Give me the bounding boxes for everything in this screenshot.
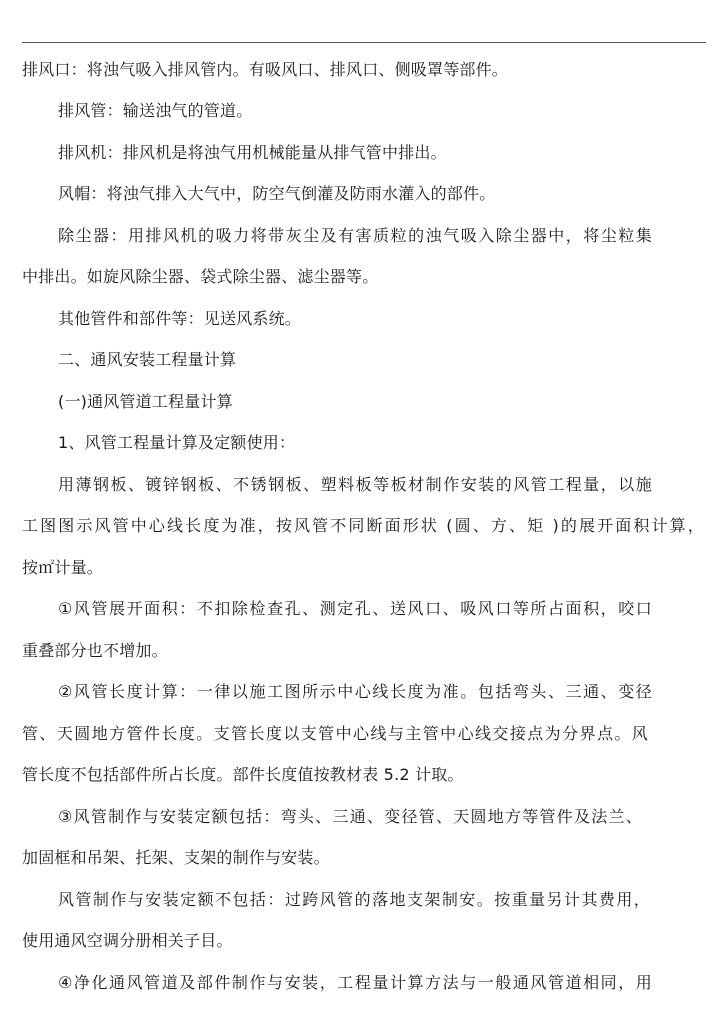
header-rule <box>22 42 706 43</box>
section-heading: 二、通风安装工程量计算 <box>58 350 237 369</box>
text-line-3: 排风机：排风机是将浊气用机械能量从排气管中排出。 <box>58 143 447 162</box>
text-line-21: 风管制作与安装定额不包括：过跨风管的落地支架制安。按重量另计其费用， <box>58 890 650 909</box>
text-line-23: ④净化通风管道及部件制作与安装，工程量计算方法与一般通风管道相同，用 <box>58 973 652 992</box>
text-line-16: ②风管长度计算：一律以施工图所示中心线长度为准。包括弯头、三通、变径 <box>58 682 652 701</box>
text-line-2: 排风管：输送浊气的管道。 <box>58 101 253 120</box>
text-line-7: 其他管件和部件等：见送风系统。 <box>58 309 302 328</box>
text-line-12: 工图图示风管中心线长度为准，按风管不同断面形状 (圆、方、矩 )的展开面积计算， <box>22 516 704 535</box>
text-line-19: ③风管制作与安装定额包括：弯头、三通、变径管、天圆地方等管件及法兰、 <box>58 807 642 826</box>
text-line-11: 用薄钢板、镀锌钢板、不锈钢板、塑料板等板材制作安装的风管工程量，以施 <box>58 475 652 494</box>
text-line-14: ①风管展开面积：不扣除检查孔、测定孔、送风口、吸风口等所占面积，咬口 <box>58 599 652 618</box>
text-line-13: 按㎡计量。 <box>22 558 104 577</box>
text-line-5: 除尘器：用排风机的吸力将带灰尘及有害质粒的浊气吸入除尘器中，将尘粒集 <box>58 226 652 245</box>
text-line-18: 管长度不包括部件所占长度。部件长度值按教材表 5.2 计取。 <box>22 765 464 784</box>
text-line-15: 重叠部分也不增加。 <box>22 641 168 660</box>
text-line-4: 风帽：将浊气排入大气中，防空气倒灌及防雨水灌入的部件。 <box>58 184 496 203</box>
subsection-heading: (一)通风管道工程量计算 <box>58 392 233 411</box>
text-line-6: 中排出。如旋风除尘器、袋式除尘器、滤尘器等。 <box>22 267 379 286</box>
text-line-20: 加固框和吊架、托架、支架的制作与安装。 <box>22 848 330 867</box>
item-heading: 1、风管工程量计算及定额使用： <box>58 433 296 452</box>
text-line-22: 使用通风空调分册相关子目。 <box>22 931 233 950</box>
text-line-1: 排风口：将浊气吸入排风管内。有吸风口、排风口、侧吸罩等部件。 <box>22 60 509 79</box>
text-line-17: 管、天圆地方管件长度。支管长度以支管中心线与主管中心线交接点为分界点。风 <box>22 724 648 743</box>
